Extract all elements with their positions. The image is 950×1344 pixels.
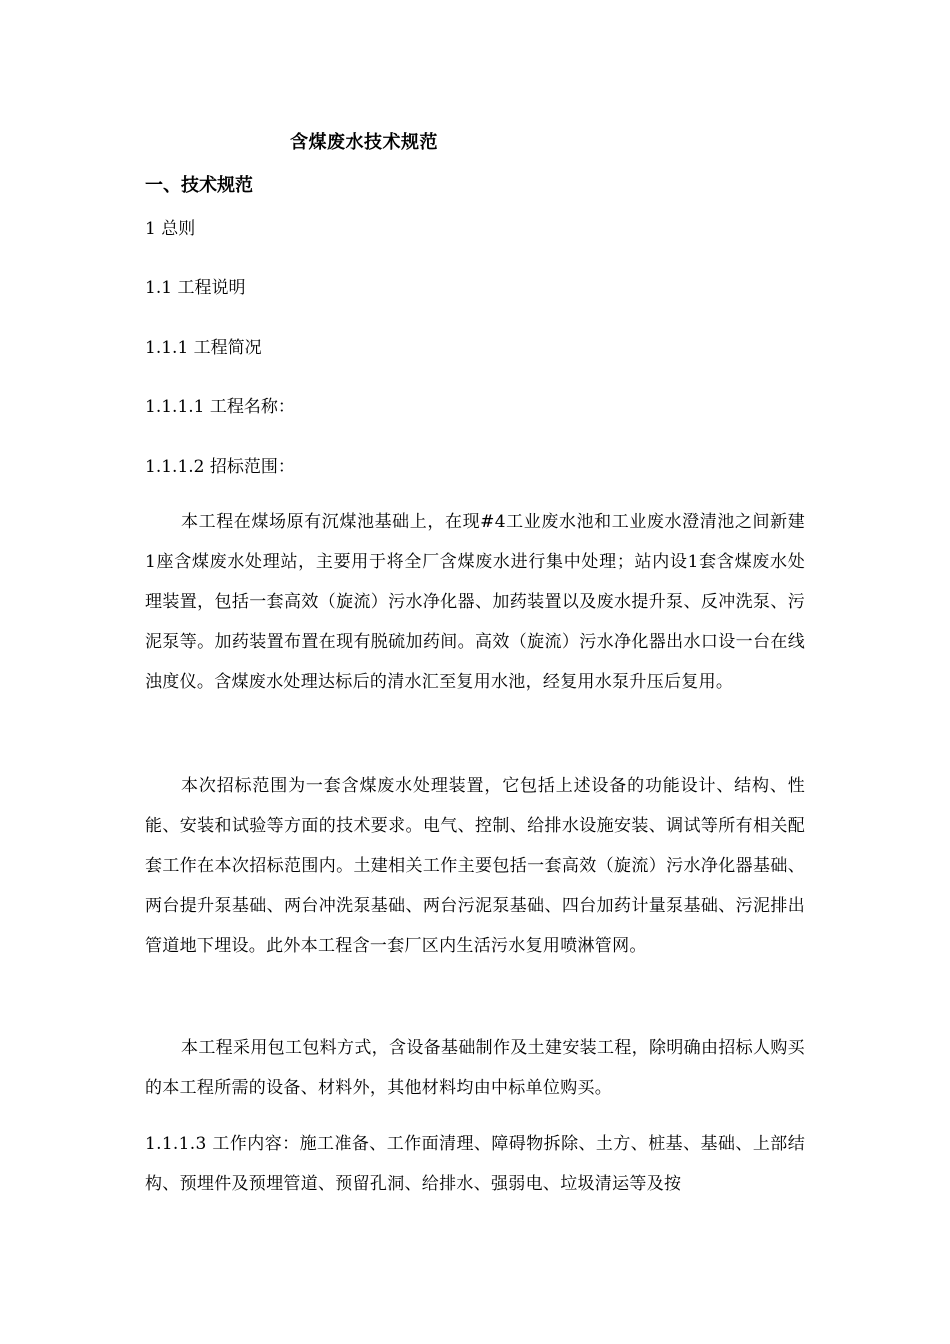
heading-bidding-scope: 1.1.1.2 招标范围： bbox=[145, 457, 295, 477]
paragraph-contract-method: 本工程采用包工包料方式，含设备基础制作及土建安装工程，除明确由招标人购买的本工程所需的设备、材料外，其他材料均由中标单位购买。 bbox=[145, 1038, 805, 1098]
heading-project-description: 1.1 工程说明 bbox=[145, 278, 246, 298]
heading-project-name: 1.1.1.1 工程名称： bbox=[145, 397, 295, 417]
section-heading: 一、技术规范 bbox=[145, 175, 253, 196]
paragraph-project-overview: 本工程在煤场原有沉煤池基础上，在现#4工业废水池和工业废水澄清池之间新建1座含煤废水处理站，主要用于将全厂含煤废水进行集中处理；站内设1套含煤废水处理装置，包括一套高效（旋流）污水净化器、加药装置以及废水提升泵、反冲洗泵、污泥泵等。加药装置布置在现有脱硫加药间。高效（旋流）污水净化器出水口设一台在线浊度仪。含煤废水处理达标后的清水汇至复用水池，经复用水泵升压后复用。 bbox=[145, 512, 805, 692]
heading-project-overview: 1.1.1 工程简况 bbox=[145, 338, 262, 358]
paragraph-bidding-scope: 本次招标范围为一套含煤废水处理装置，它包括上述设备的功能设计、结构、性能、安装和试验等方面的技术要求。电气、控制、给排水设施安装、调试等所有相关配套工作在本次招标范围内。土建相关工作主要包括一套高效（旋流）污水净化器基础、两台提升泵基础、两台冲洗泵基础、两台污泥泵基础、四台加药计量泵基础、污泥排出管道地下埋设。此外本工程含一套厂区内生活污水复用喷淋管网。 bbox=[145, 776, 805, 956]
document-title: 含煤废水技术规范 bbox=[290, 132, 438, 153]
heading-general: 1 总则 bbox=[145, 219, 196, 239]
paragraph-work-content: 1.1.1.3 工作内容：施工准备、工作面清理、障碍物拆除、土方、桩基、基础、上部结构、预埋件及预埋管道、预留孔洞、给排水、强弱电、垃圾清运等及按 bbox=[145, 1134, 805, 1194]
